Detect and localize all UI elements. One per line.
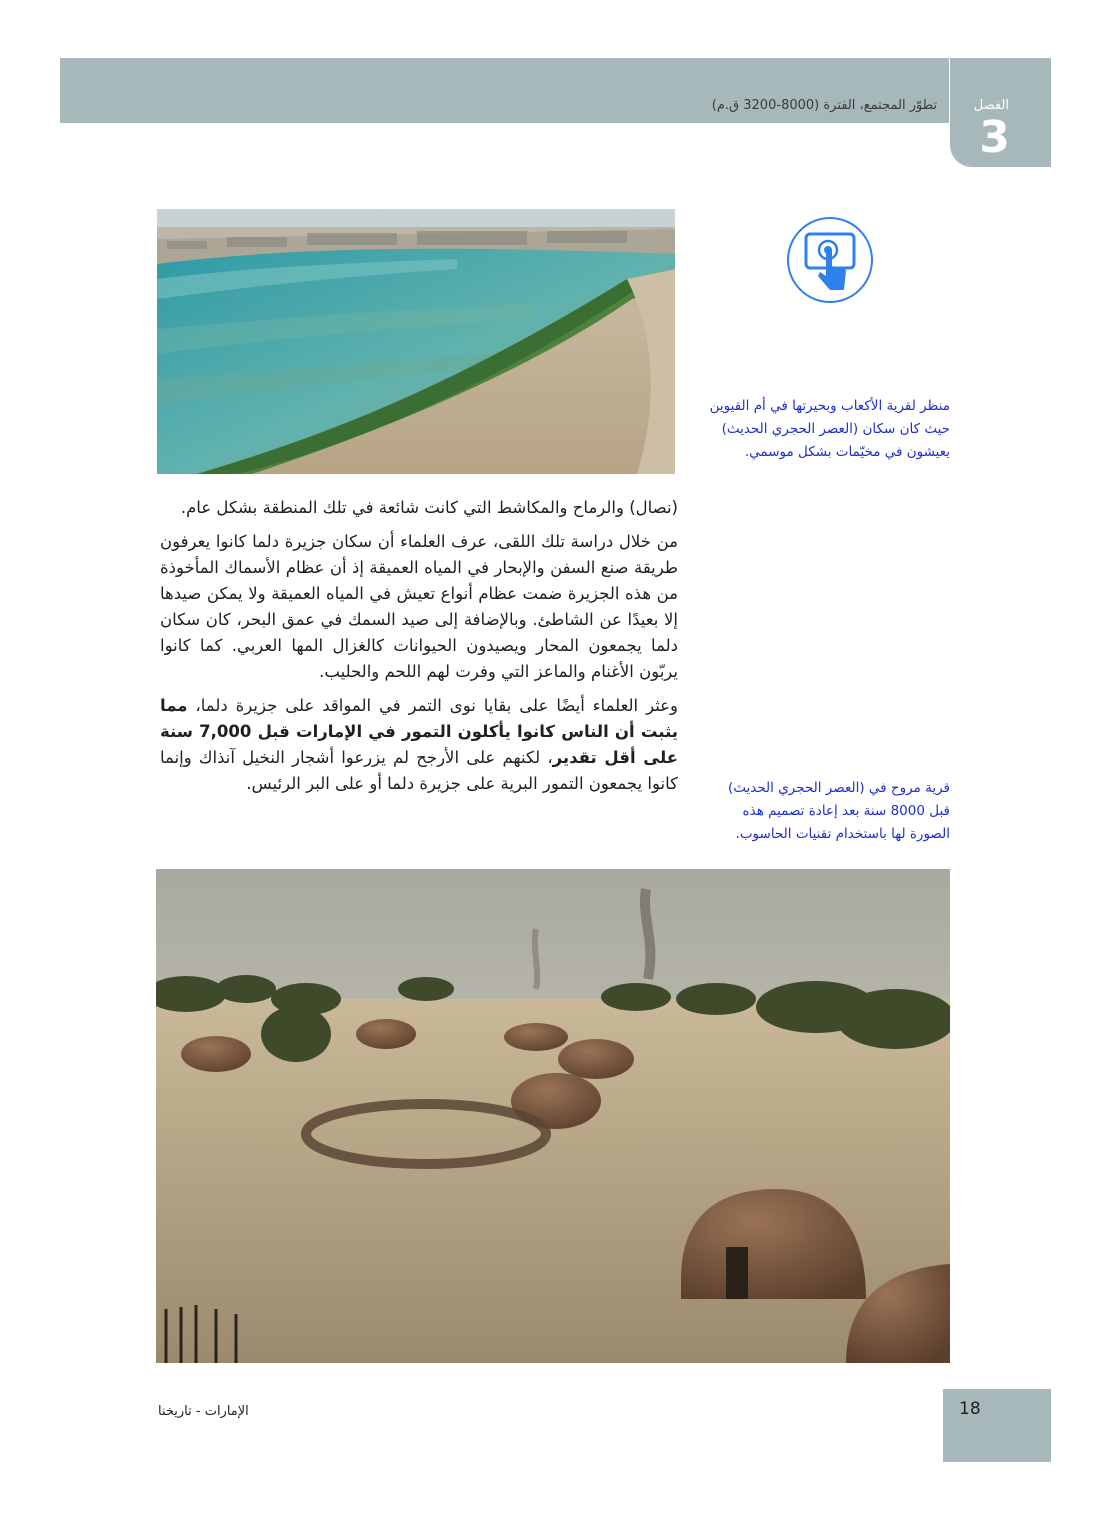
body-text	[160, 495, 678, 797]
paragraph-1: (نصال) والرماح والمكاشط التي كانت شائعة في تلك المنطقة بشكل عام.	[180, 498, 678, 517]
caption-line: منظر لقرية الأكعاب وبحيرتها في أم القيوين	[709, 398, 950, 414]
chapter-label: الفصل	[973, 98, 1009, 113]
caption-line: قبل 8000 سنة بعد إعادة تصميم هذه	[742, 803, 950, 819]
bottom-photo-caption	[700, 777, 950, 846]
paragraph-3-bold: مما يثبت أن الناس كانوا يأكلون التمور في الإمارات قبل 7,000 سنة على أقل تقدير	[160, 696, 678, 767]
aerial-lagoon-photo	[157, 209, 675, 474]
caption-line: قرية مروح في (العصر الحجري الحديث)	[727, 780, 950, 796]
touch-screen-icon	[786, 216, 874, 304]
footer-band	[943, 1389, 1051, 1462]
village-reconstruction-render	[156, 869, 950, 1363]
book-title: الإمارات - تاريخنا	[158, 1404, 249, 1419]
chapter-number: 3	[979, 112, 1010, 163]
header-band	[60, 58, 949, 123]
caption-line: حيث كان سكان (العصر الحجري الحديث)	[721, 421, 950, 437]
top-photo-caption	[690, 395, 950, 464]
paragraph-3-end: ، لكنهم على الأرجح لم يزرعوا أشجار النخيل آنذاك وإنما كانوا يجمعون التمور البرية على جزيرة دلما أو على البر الرئيس.	[160, 748, 678, 793]
paragraph-2: من خلال دراسة تلك اللقى، عرف العلماء أن سكان جزيرة دلما كانوا يعرفون طريقة صنع السفن والإبحار في المياه العميقة إذ أن عظام الأسماك المأخوذة من هذه الجزيرة ضمت عظام أنواع تعيش في المياه العميقة ولا يمكن صيدها إلا بعيدًا عن الشاطئ. وبالإضافة إلى صيد السمك في عمق البحر، كان سكان دلما يجمعون المحار ويصيدون الحيوانات كالغزال المها العربي. كما كانوا يربّون الأغنام والماعز التي وفرت لهم اللحم والحليب.	[160, 532, 678, 681]
caption-line: يعيشون في مخيّمات بشكل موسمي.	[744, 444, 950, 460]
caption-line: الصورة لها باستخدام تقنيات الحاسوب.	[735, 826, 950, 842]
header-title: تطوّر المجتمع، الفترة (8000-3200 ق.م)	[711, 98, 937, 113]
chapter-tab	[950, 58, 1051, 167]
page-number: 18	[959, 1399, 981, 1419]
paragraph-3	[160, 693, 678, 797]
paragraph-3-start: وعثر العلماء أيضًا على بقايا نوى التمر في المواقد على جزيرة دلما،	[187, 696, 678, 715]
